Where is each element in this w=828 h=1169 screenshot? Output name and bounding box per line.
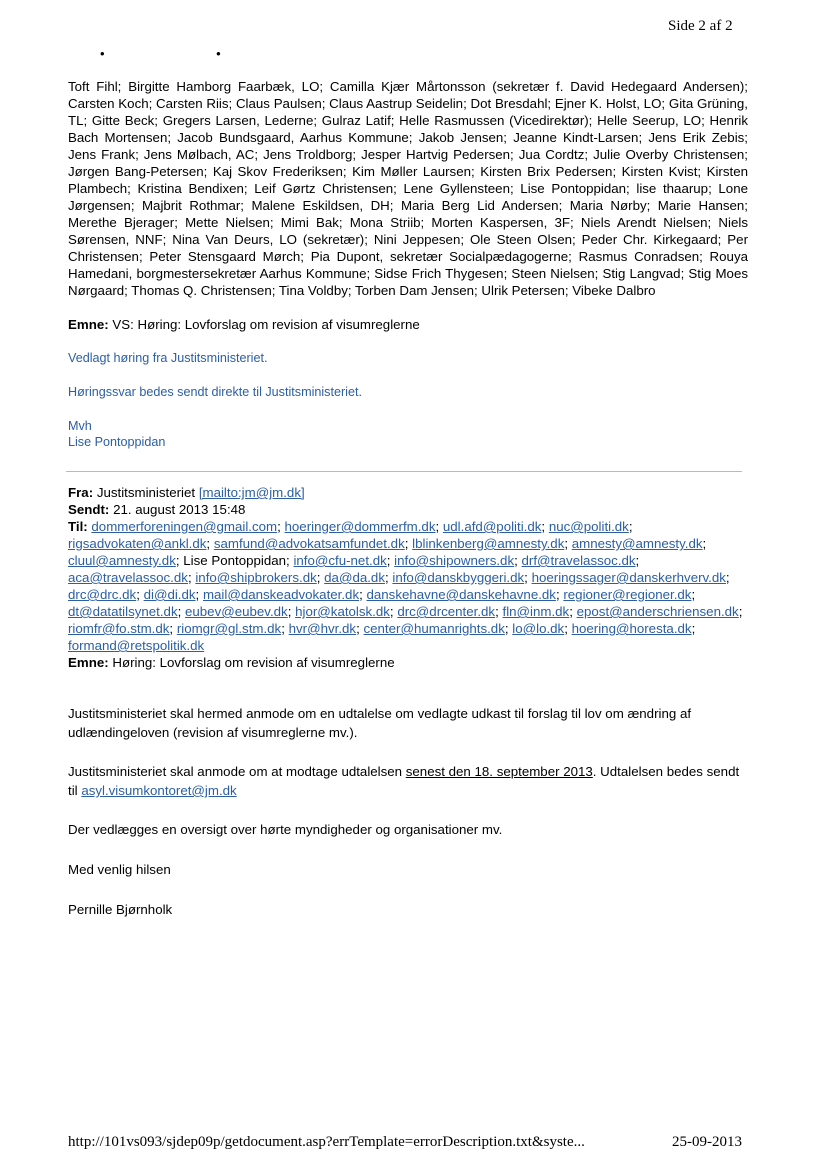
- recipient-email-link[interactable]: drf@travelassoc.dk: [521, 553, 636, 568]
- forward-sign-off: Mvh: [68, 419, 92, 433]
- sent-row: [68, 501, 748, 518]
- recipient-email-link[interactable]: aca@travelassoc.dk: [68, 570, 188, 585]
- page-number: Side 2 af 2: [668, 18, 733, 34]
- sent-label: Sendt:: [68, 502, 110, 517]
- recipient-email-link[interactable]: riomgr@gl.stm.dk: [176, 621, 282, 636]
- recipient-email-link[interactable]: da@da.dk: [324, 570, 385, 585]
- subject-text: VS: Høring: Lovforslag om revision af visumreglerne: [112, 317, 420, 332]
- signature: Pernille Bjørnholk: [68, 902, 173, 917]
- closing: Med venlig hilsen: [68, 862, 171, 877]
- subject-label: Emne:: [68, 317, 109, 332]
- recipient-name: Lise Pontoppidan: [183, 553, 287, 568]
- body-paragraph-1: Justitsministeriet skal hermed anmode om en udtalelse om vedlagte udkast til forslag til lov om ændring af udlændingeloven (revision af visumreglerne mv.).: [68, 706, 692, 740]
- recipient-email-link[interactable]: rigsadvokaten@ankl.dk: [68, 536, 207, 551]
- subject-line-forward: [68, 316, 420, 333]
- original-message-header: [68, 484, 748, 671]
- message-separator: [66, 471, 742, 472]
- recipient-email-link[interactable]: regioner@regioner.dk: [563, 587, 692, 602]
- paragraph-2-mid: . Udtalelsen bedes sendt til: [68, 764, 740, 798]
- recipient-email-link[interactable]: nuc@politi.dk: [548, 519, 629, 534]
- recipient-email-link[interactable]: dt@datatilsynet.dk: [68, 604, 178, 619]
- paragraph-2-start: Justitsministeriet skal anmode om at modtage udtalelsen: [68, 764, 406, 779]
- deadline-text: senest den 18. september 2013: [405, 764, 593, 779]
- footer-date: 25-09-2013: [672, 1134, 742, 1150]
- sent-value: 21. august 2013 15:48: [113, 502, 246, 517]
- recipient-email-link[interactable]: drc@drcenter.dk: [397, 604, 496, 619]
- recipient-email-link[interactable]: amnesty@amnesty.dk: [571, 536, 703, 551]
- to-row: Til: dommerforeningen@gmail.com; hoeringer@dommerfm.dk; udl.afd@politi.dk; nuc@politi.dk; rigsadvokaten@ankl.dk; samfund@advokatsamfundet.dk; lblinkenberg@amnesty.dk; amnesty@amnesty.dk; cluul@amnesty.dk; Lise Pontoppidan; info@cfu-net.dk; info@shipowners.dk; drf@travelassoc.dk; aca@travelassoc.dk; info@shipbrokers.dk; da@da.dk; info@danskbyggeri.dk; hoeringssager@danskerhverv.dk; drc@drc.dk; di@di.dk; mail@danskeadvokater.dk; danskehavne@danskehavne.dk; regioner@regioner.dk; dt@datatilsynet.dk; eubev@eubev.dk; hjor@katolsk.dk; drc@drcenter.dk; fln@inm.dk; epost@anderschriensen.dk; riomfr@fo.stm.dk; riomgr@gl.stm.dk; hvr@hvr.dk; center@humanrights.dk; lo@lo.dk; hoering@horesta.dk; formand@retspolitik.dk: [68, 519, 743, 653]
- recipient-email-link[interactable]: drc@drc.dk: [68, 587, 137, 602]
- recipient-email-link[interactable]: dommerforeningen@gmail.com: [91, 519, 278, 534]
- reply-email-link[interactable]: asyl.visumkontoret@jm.dk: [81, 783, 237, 798]
- subject-label-2: Emne:: [68, 655, 109, 670]
- recipient-email-link[interactable]: center@humanrights.dk: [363, 621, 505, 636]
- from-label: Fra:: [68, 485, 94, 500]
- recipient-email-link[interactable]: hoeringer@dommerfm.dk: [284, 519, 436, 534]
- body-paragraph-2: [68, 762, 748, 800]
- recipient-email-link[interactable]: lo@lo.dk: [512, 621, 565, 636]
- recipient-email-link[interactable]: eubev@eubev.dk: [185, 604, 288, 619]
- recipient-email-link[interactable]: hjor@katolsk.dk: [295, 604, 390, 619]
- recipient-email-link[interactable]: fln@inm.dk: [502, 604, 570, 619]
- scan-marks: • •: [100, 46, 275, 61]
- recipient-email-link[interactable]: info@danskbyggeri.dk: [392, 570, 525, 585]
- recipient-email-link[interactable]: di@di.dk: [143, 587, 196, 602]
- recipient-list: Toft Fihl; Birgitte Hamborg Faarbæk, LO; Camilla Kjær Mårtonsson (sekretær f. David Hedegaard Andersen); Carsten Koch; Carsten Riis; Claus Paulsen; Claus Aastrup Seidelin; Dot Bresdahl; Ejner K. Holst, LO; Gita Grüning, TL; Gitte Beck; Gregers Larsen, Lederne; Gulraz Latif; Helle Rasmussen (Vicedirektør); Helle Seerup, LO; Henrik Bach Mortensen; Jacob Bundsgaard, Aarhus Kommune; Jakob Jensen; Jeanne Kindt-Larsen; Jens Erik Zebis; Jens Frank; Jens Mølbach, AC; Jens Troldborg; Jesper Hartvig Pedersen; Jua Cordtz; Julie Overby Christensen; Jørgen Bang-Petersen; Kaj Skov Frederiksen; Kim Møller Laursen; Kirsten Brix Pedersen; Kirsten Kvist; Kirsten Plambech; Kristina Bendixen; Leif Gørtz Christensen; Lene Gyllensteen; Lise Pontoppidan; lise thaarup; Lone Jørgensen; Majbrit Rothmar; Malene Eskildsen, DH; Maria Berg Lid Andersen; Maria Nørby; Marie Hansen; Merethe Bjerager; Mette Nielsen; Mimi Bak; Mona Striib; Morten Kaspersen, 3F; Niels Arendt Nielsen; Niels Sørensen, NNF; Nina Van Deurs, LO (sekretær); Nini Jeppesen; Ole Steen Olsen; Peder Chr. Kirkegaard; Per Christensen; Peter Stensgaard Mørch; Pia Dupont, sekretær Socialpædagogerne; Rasmus Conradsen; Rouya Hamedani, borgmestersekretær Aarhus Kommune; Sidse Frich Thygesen; Steen Nielsen; Stig Langvad; Stig Moes Nørgaard; Thomas Q. Christensen; Tina Voldby; Torben Dam Jensen; Ulrik Petersen; Vibeke Dalbro: [68, 79, 748, 298]
- from-mailto-link[interactable]: [mailto:jm@jm.dk]: [198, 485, 305, 500]
- subject-row: [68, 654, 748, 671]
- forward-sender: Lise Pontoppidan: [68, 435, 166, 449]
- recipient-email-link[interactable]: info@shipbrokers.dk: [195, 570, 317, 585]
- print-footer: [68, 1134, 748, 1151]
- recipient-email-link[interactable]: formand@retspolitik.dk: [68, 638, 205, 653]
- recipient-email-link[interactable]: danskehavne@danskehavne.dk: [366, 587, 556, 602]
- body-paragraph-3: Der vedlægges en oversigt over hørte myndigheder og organisationer mv.: [68, 822, 503, 837]
- from-row: [68, 484, 748, 501]
- footer-url: http://101vs093/sjdep09p/getdocument.asp?errTemplate=errorDescription.txt&syste...: [68, 1134, 585, 1150]
- recipient-email-link[interactable]: riomfr@fo.stm.dk: [68, 621, 170, 636]
- recipient-email-link[interactable]: hvr@hvr.dk: [288, 621, 357, 636]
- forward-line-2: Høringssvar bedes sendt direkte til Justitsministeriet.: [68, 385, 362, 399]
- subject-text-2: Høring: Lovforslag om revision af visumreglerne: [112, 655, 395, 670]
- recipient-email-link[interactable]: udl.afd@politi.dk: [442, 519, 542, 534]
- recipient-email-link[interactable]: info@shipowners.dk: [394, 553, 515, 568]
- recipient-email-link[interactable]: hoeringssager@danskerhverv.dk: [531, 570, 726, 585]
- recipient-email-link[interactable]: samfund@advokatsamfundet.dk: [213, 536, 405, 551]
- recipient-email-link[interactable]: cluul@amnesty.dk: [68, 553, 176, 568]
- recipient-email-link[interactable]: lblinkenberg@amnesty.dk: [412, 536, 565, 551]
- recipient-email-link[interactable]: hoering@horesta.dk: [571, 621, 692, 636]
- recipient-email-link[interactable]: info@cfu-net.dk: [293, 553, 387, 568]
- recipient-email-link[interactable]: mail@danskeadvokater.dk: [202, 587, 360, 602]
- forward-line-1: Vedlagt høring fra Justitsministeriet.: [68, 351, 268, 365]
- recipient-email-link[interactable]: epost@anderschriensen.dk: [576, 604, 739, 619]
- from-name: Justitsministeriet: [96, 485, 196, 500]
- to-label: Til:: [68, 519, 88, 534]
